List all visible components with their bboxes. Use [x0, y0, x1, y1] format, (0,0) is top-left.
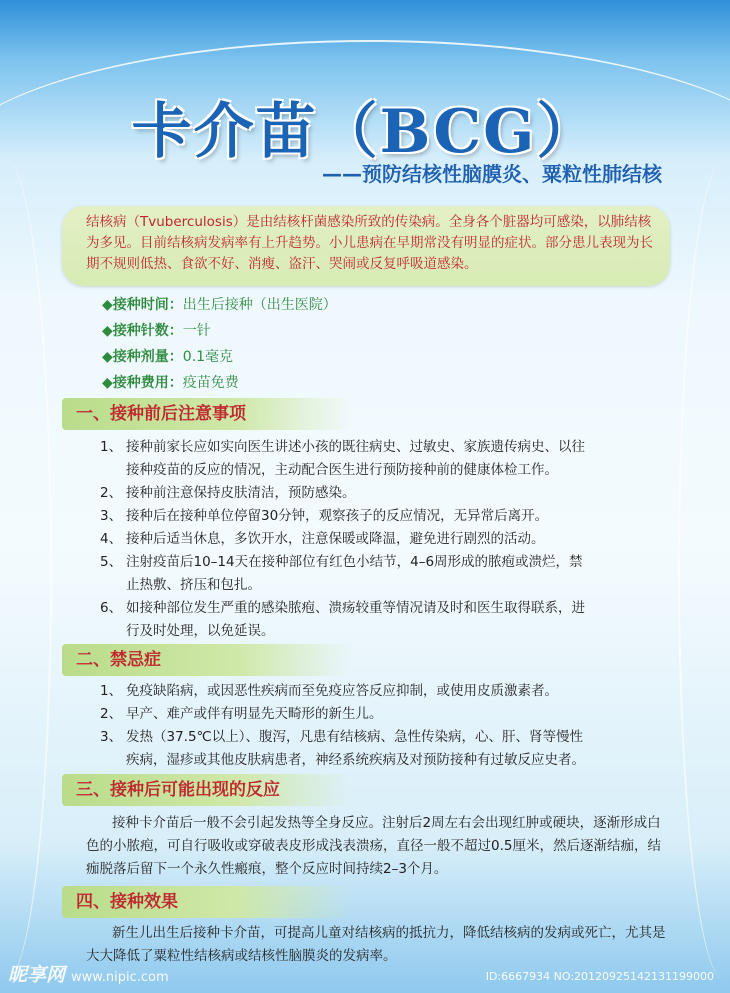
- item-number: 5、: [100, 554, 123, 570]
- section-heading-text: 四、接种效果: [76, 892, 178, 912]
- section-heading-text: 三、接种后可能出现的反应: [76, 780, 280, 800]
- item-text: 接种后在接种单位停留30分钟，观察孩子的反应情况，无异常后离开。: [126, 508, 549, 524]
- poster-subtitle: ——预防结核性脑膜炎、粟粒性肺结核: [322, 162, 662, 186]
- watermark-url: www.nipic.com: [71, 970, 169, 985]
- precautions-list: [100, 436, 670, 643]
- watermark-brand: 昵享网: [8, 964, 66, 986]
- list-item: [100, 482, 670, 505]
- effect-text: 新生儿出生后接种卡介苗，可提高儿童对结核病的抵抗力，降低结核病的发病或死亡，尤其是大大降低了粟粒性结核病或结核性脑膜炎的发病率。: [86, 925, 666, 964]
- fact-value: 出生后接种（出生医院）: [182, 297, 337, 313]
- intro-panel: [62, 206, 670, 286]
- item-text: 免疫缺陷病，或因恶性疾病而至免疫应答反应抑制，或使用皮质激素者。: [126, 683, 558, 699]
- list-item: [100, 726, 670, 772]
- fact-doses: [102, 318, 337, 344]
- list-item: [100, 597, 670, 643]
- item-number: 3、: [100, 729, 123, 745]
- item-number: 1、: [100, 439, 123, 455]
- section-heading-precautions: [62, 398, 352, 430]
- list-item: [100, 505, 670, 528]
- fact-key: ◆接种费用：: [102, 375, 183, 391]
- right-curve-decoration: [678, 160, 730, 980]
- contraindications-list: [100, 680, 670, 772]
- item-text-continued: 疾病，湿疹或其他皮肤病患者，神经系统疾病及对预防接种有过敏反应史者。: [126, 752, 585, 768]
- item-number: 3、: [100, 508, 123, 524]
- fact-value: 0.1毫克: [182, 349, 234, 365]
- item-text: 接种后适当休息，多饮开水，注意保暖或降温，避免进行剧烈的活动。: [126, 531, 545, 547]
- fact-time: [102, 292, 337, 318]
- item-number: 4、: [100, 531, 123, 547]
- item-text: 接种前家长应如实向医生讲述小孩的既往病史、过敏史、家族遗传病史、以往: [126, 439, 585, 455]
- section-heading-reactions: [62, 774, 352, 806]
- item-text: 早产、难产或伴有明显先天畸形的新生儿。: [126, 706, 383, 722]
- reactions-text: 接种卡介苗后一般不会引起发热等全身反应。注射后2周左右会出现红肿或硬块，逐渐形成白色的小脓疱，可自行吸收或穿破表皮形成浅表溃疡，直径一般不超过0.5厘米，然后逐渐结痂，结痂脱落后留下一个永久性瘢痕，整个反应时间持续2–3个月。: [86, 815, 661, 877]
- watermark-id: ID:6667934 NO:20120925142131199000: [485, 970, 714, 983]
- list-item: [100, 680, 670, 703]
- item-text-continued: 行及时处理，以免延误。: [126, 623, 275, 639]
- item-number: 1、: [100, 683, 123, 699]
- fact-key: ◆接种针数：: [102, 323, 183, 339]
- left-curve-decoration: [0, 160, 52, 980]
- vaccination-facts: [102, 292, 337, 396]
- site-watermark: [8, 960, 169, 987]
- item-text: 如接种部位发生严重的感染脓疱、溃疡较重等情况请及时和医生取得联系，进: [126, 600, 585, 616]
- item-text-continued: 止热敷、挤压和包扎。: [126, 577, 261, 593]
- item-text: 接种前注意保持皮肤清洁，预防感染。: [126, 485, 356, 501]
- fact-value: 一针: [182, 323, 211, 339]
- item-number: 6、: [100, 600, 123, 616]
- fact-value: 疫苗免费: [182, 375, 239, 391]
- item-text: 注射疫苗后10–14天在接种部位有红色小结节，4–6周形成的脓疱或溃烂，禁: [126, 554, 583, 570]
- fact-key: ◆接种时间：: [102, 297, 183, 313]
- item-number: 2、: [100, 706, 123, 722]
- list-item: [100, 703, 670, 726]
- poster-title: 卡介苗（BCG）: [131, 97, 599, 167]
- list-item: [100, 551, 670, 597]
- item-text-continued: 接种疫苗的反应的情况，主动配合医生进行预防接种前的健康体检工作。: [126, 462, 558, 478]
- section-heading-text: 二、禁忌症: [76, 650, 161, 670]
- fact-key: ◆接种剂量：: [102, 349, 183, 365]
- fact-dosage: [102, 344, 337, 370]
- section-heading-contraindications: [62, 644, 352, 676]
- section-heading-text: 一、接种前后注意事项: [76, 404, 246, 424]
- fact-cost: [102, 370, 337, 396]
- item-number: 2、: [100, 485, 123, 501]
- list-item: [100, 528, 670, 551]
- item-text: 发热（37.5℃以上）、腹泻，凡患有结核病、急性传染病，心、肝、肾等慢性: [126, 729, 583, 745]
- intro-text: 结核病（Tvuberculosis）是由结核杆菌感染所致的传染病。全身各个脏器均可感染，以肺结核为多见。目前结核病发病率有上升趋势。小儿患病在早期常没有明显的症状。部分患儿表现为长期不规则低热、食欲不好、消瘦、盗汗、哭闹或反复呼吸道感染。: [86, 214, 653, 272]
- section-heading-effect: [62, 886, 352, 918]
- list-item: [100, 436, 670, 482]
